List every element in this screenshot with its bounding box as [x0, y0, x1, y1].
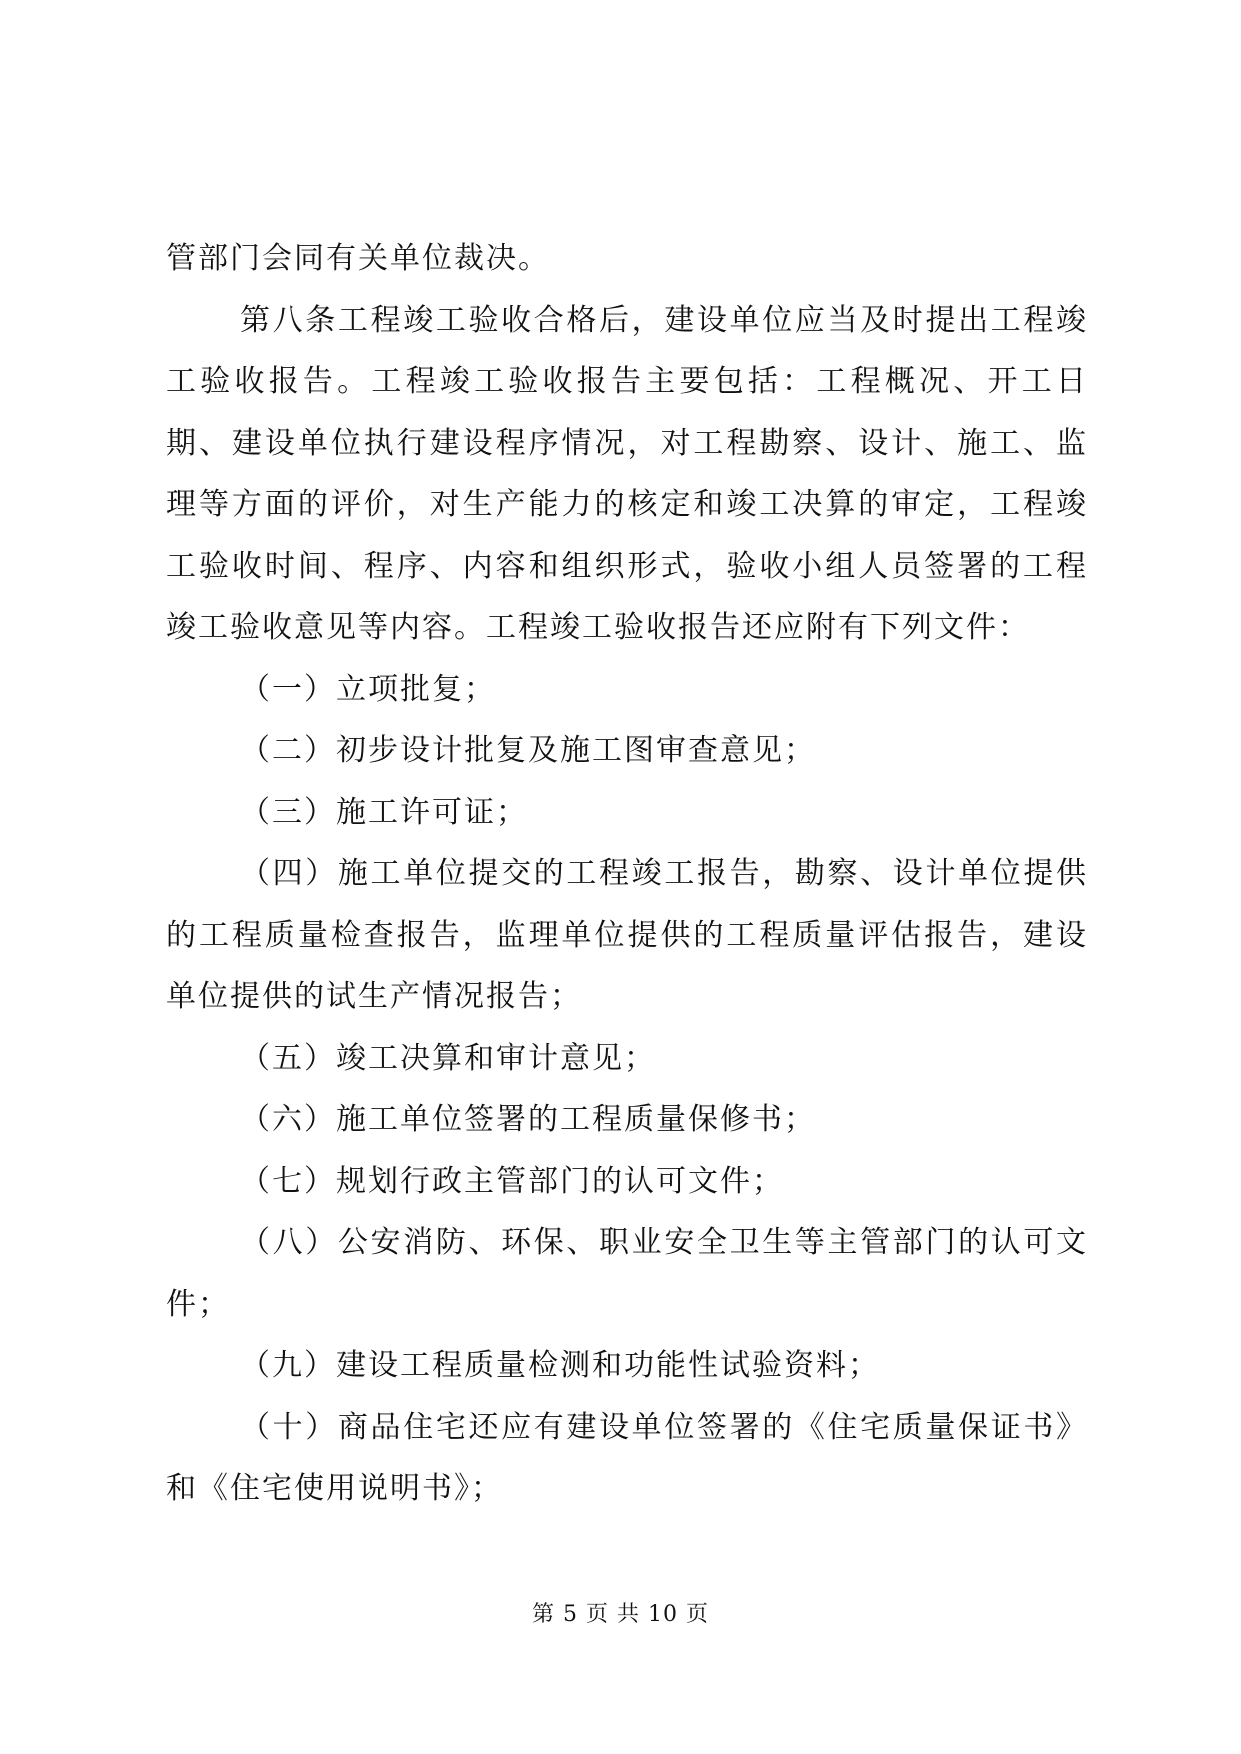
- list-item-10: （十）商品住宅还应有建设单位签署的《住宅质量保证书》和《住宅使用说明书》；: [166, 1409, 1088, 1506]
- list-item-5: （五）竣工决算和审计意见；: [240, 1040, 656, 1076]
- paragraph-continuation: 管部门会同有关单位裁决。: [166, 241, 550, 276]
- list-item-1: （一）立项批复；: [240, 671, 496, 707]
- list-item-4: （四）施工单位提交的工程竣工报告，勘察、设计单位提供的工程质量检查报告，监理单位提供的工程质量评估报告，建设单位提供的试生产情况报告；: [166, 856, 1088, 1014]
- document-body: [166, 228, 1088, 1520]
- list-item-6: （六）施工单位签署的工程质量保修书；: [240, 1102, 816, 1137]
- page-footer: 第 5 页 共 10 页: [532, 1602, 709, 1627]
- list-item-9: （九）建设工程质量检测和功能性试验资料；: [240, 1348, 880, 1383]
- list-item-2: （二）初步设计批复及施工图审查意见；: [240, 733, 816, 768]
- list-item-3: （三）施工许可证；: [240, 794, 528, 830]
- list-item-7: （七）规划行政主管部门的认可文件；: [240, 1163, 784, 1199]
- paragraph-article-8: 第八条工程竣工验收合格后，建设单位应当及时提出工程竣工验收报告。工程竣工验收报告主要包括：工程概况、开工日期、建设单位执行建设程序情况，对工程勘察、设计、施工、监理等方面的评价，对生产能力的核定和竣工决算的审定，工程竣工验收时间、程序、内容和组织形式，验收小组人员签署的工程竣工验收意见等内容。工程竣工验收报告还应附有下列文件：: [166, 302, 1088, 645]
- list-item-8: （八）公安消防、环保、职业安全卫生等主管部门的认可文件；: [166, 1225, 1088, 1322]
